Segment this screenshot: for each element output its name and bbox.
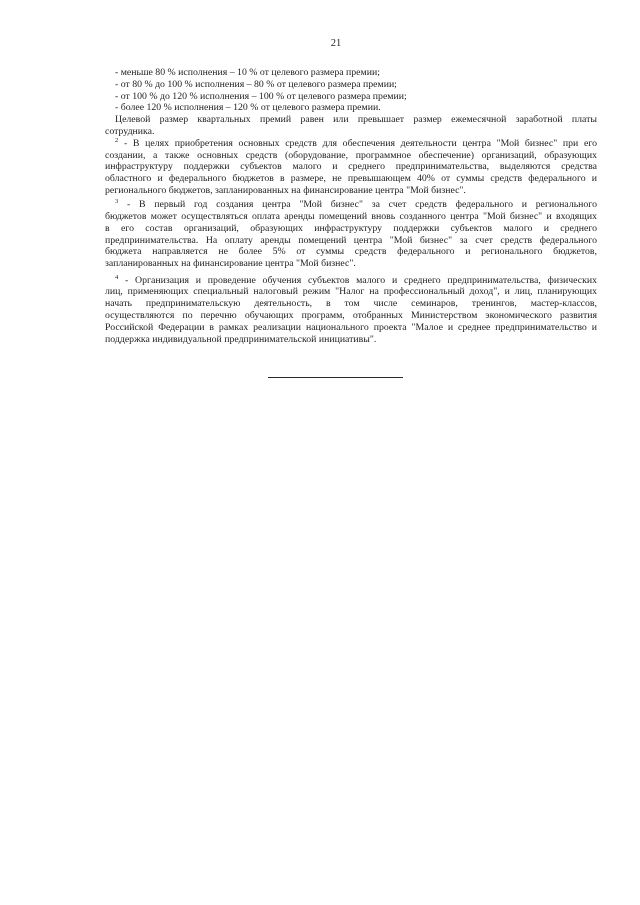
footnote-marker: 4 [115,273,119,281]
footnote-text: - Организация и проведение обучения субъектов малого и среднего предпринимательства, физических [118,274,597,286]
footnote-marker: 2 [115,136,119,144]
footnote-4-line [105,275,597,287]
footnote-text: - В первый год создания центра "Мой бизнес" за счет средств федерального и регионального [118,199,597,211]
footnote-4-line: осуществляются по перечню обучающих программ, отобранных Министерством экономического развития [105,309,597,321]
footnote-3-line: предпринимательства. На оплату аренды помещений центра "Мой бизнес" за счет средств федерального [105,234,597,246]
footnote-2-line: инфраструктуру поддержки субъектов малого и среднего предпринимательства, выделяются средства [105,161,597,173]
page-number: 21 [330,38,342,49]
footnote-3-line: бюджетов может осуществляться оплата аренды помещений вновь созданного центра "Мой бизнес" и входящих [105,211,597,223]
footnote-3-line [105,199,597,211]
footnote-4-line: Российской Федерации в рамках реализации национального проекта "Малое и среднее предпринимательство и [105,321,597,333]
footnote-text: - В целях приобретения основных средств для обеспечения деятельности центра "Мой бизнес" при его [118,137,597,149]
footnote-3-line: бюджета направляется не более 5% от суммы средств федерального и регионального бюджетов, [105,246,597,258]
footnote-2-line: регионального бюджетов, запланированных на финансирование центра "Мой бизнес". [105,184,466,196]
footnote-2-line: областного и федерального бюджетов в размере, не превышающем 40% от суммы средств федерального и [105,173,597,185]
list-item: - от 100 % до 120 % исполнения – 100 % от целевого размера премии; [115,90,407,102]
footnote-4-line: лиц, применяющих специальный налоговый режим "Налог на профессиональный доход", и лиц, планирующих [105,286,597,298]
list-item: - более 120 % исполнения – 120 % от целевого размера премии. [115,102,381,114]
footnote-3-line: запланированных на финансирование центра "Мой бизнес". [105,258,356,270]
footnote-3-line: в его состав организаций, образующих инфраструктуру поддержки субъектов малого и среднего [105,222,597,234]
footnote-4-line: поддержка индивидуальной предпринимательской инициативы". [105,333,377,345]
list-item: - от 80 % до 100 % исполнения – 80 % от целевого размера премии; [115,78,397,90]
target-note-line: сотрудника. [105,125,155,137]
footnote-2-line [105,138,597,150]
footnote-marker: 3 [115,198,119,206]
list-item: - меньше 80 % исполнения – 10 % от целевого размера премии; [115,67,380,78]
page-body [105,67,597,345]
footnote-4-line: начать предпринимательскую деятельность, в том числе семинаров, тренингов, мастер-классов, [105,298,597,310]
footnote-2-line: создании, а также основных средств (оборудование, программное обеспечение) организаций, образующих [105,149,597,161]
end-divider [268,377,403,378]
target-note-line: Целевой размер квартальных премий равен или превышает размер ежемесячной заработной платы [115,114,597,126]
